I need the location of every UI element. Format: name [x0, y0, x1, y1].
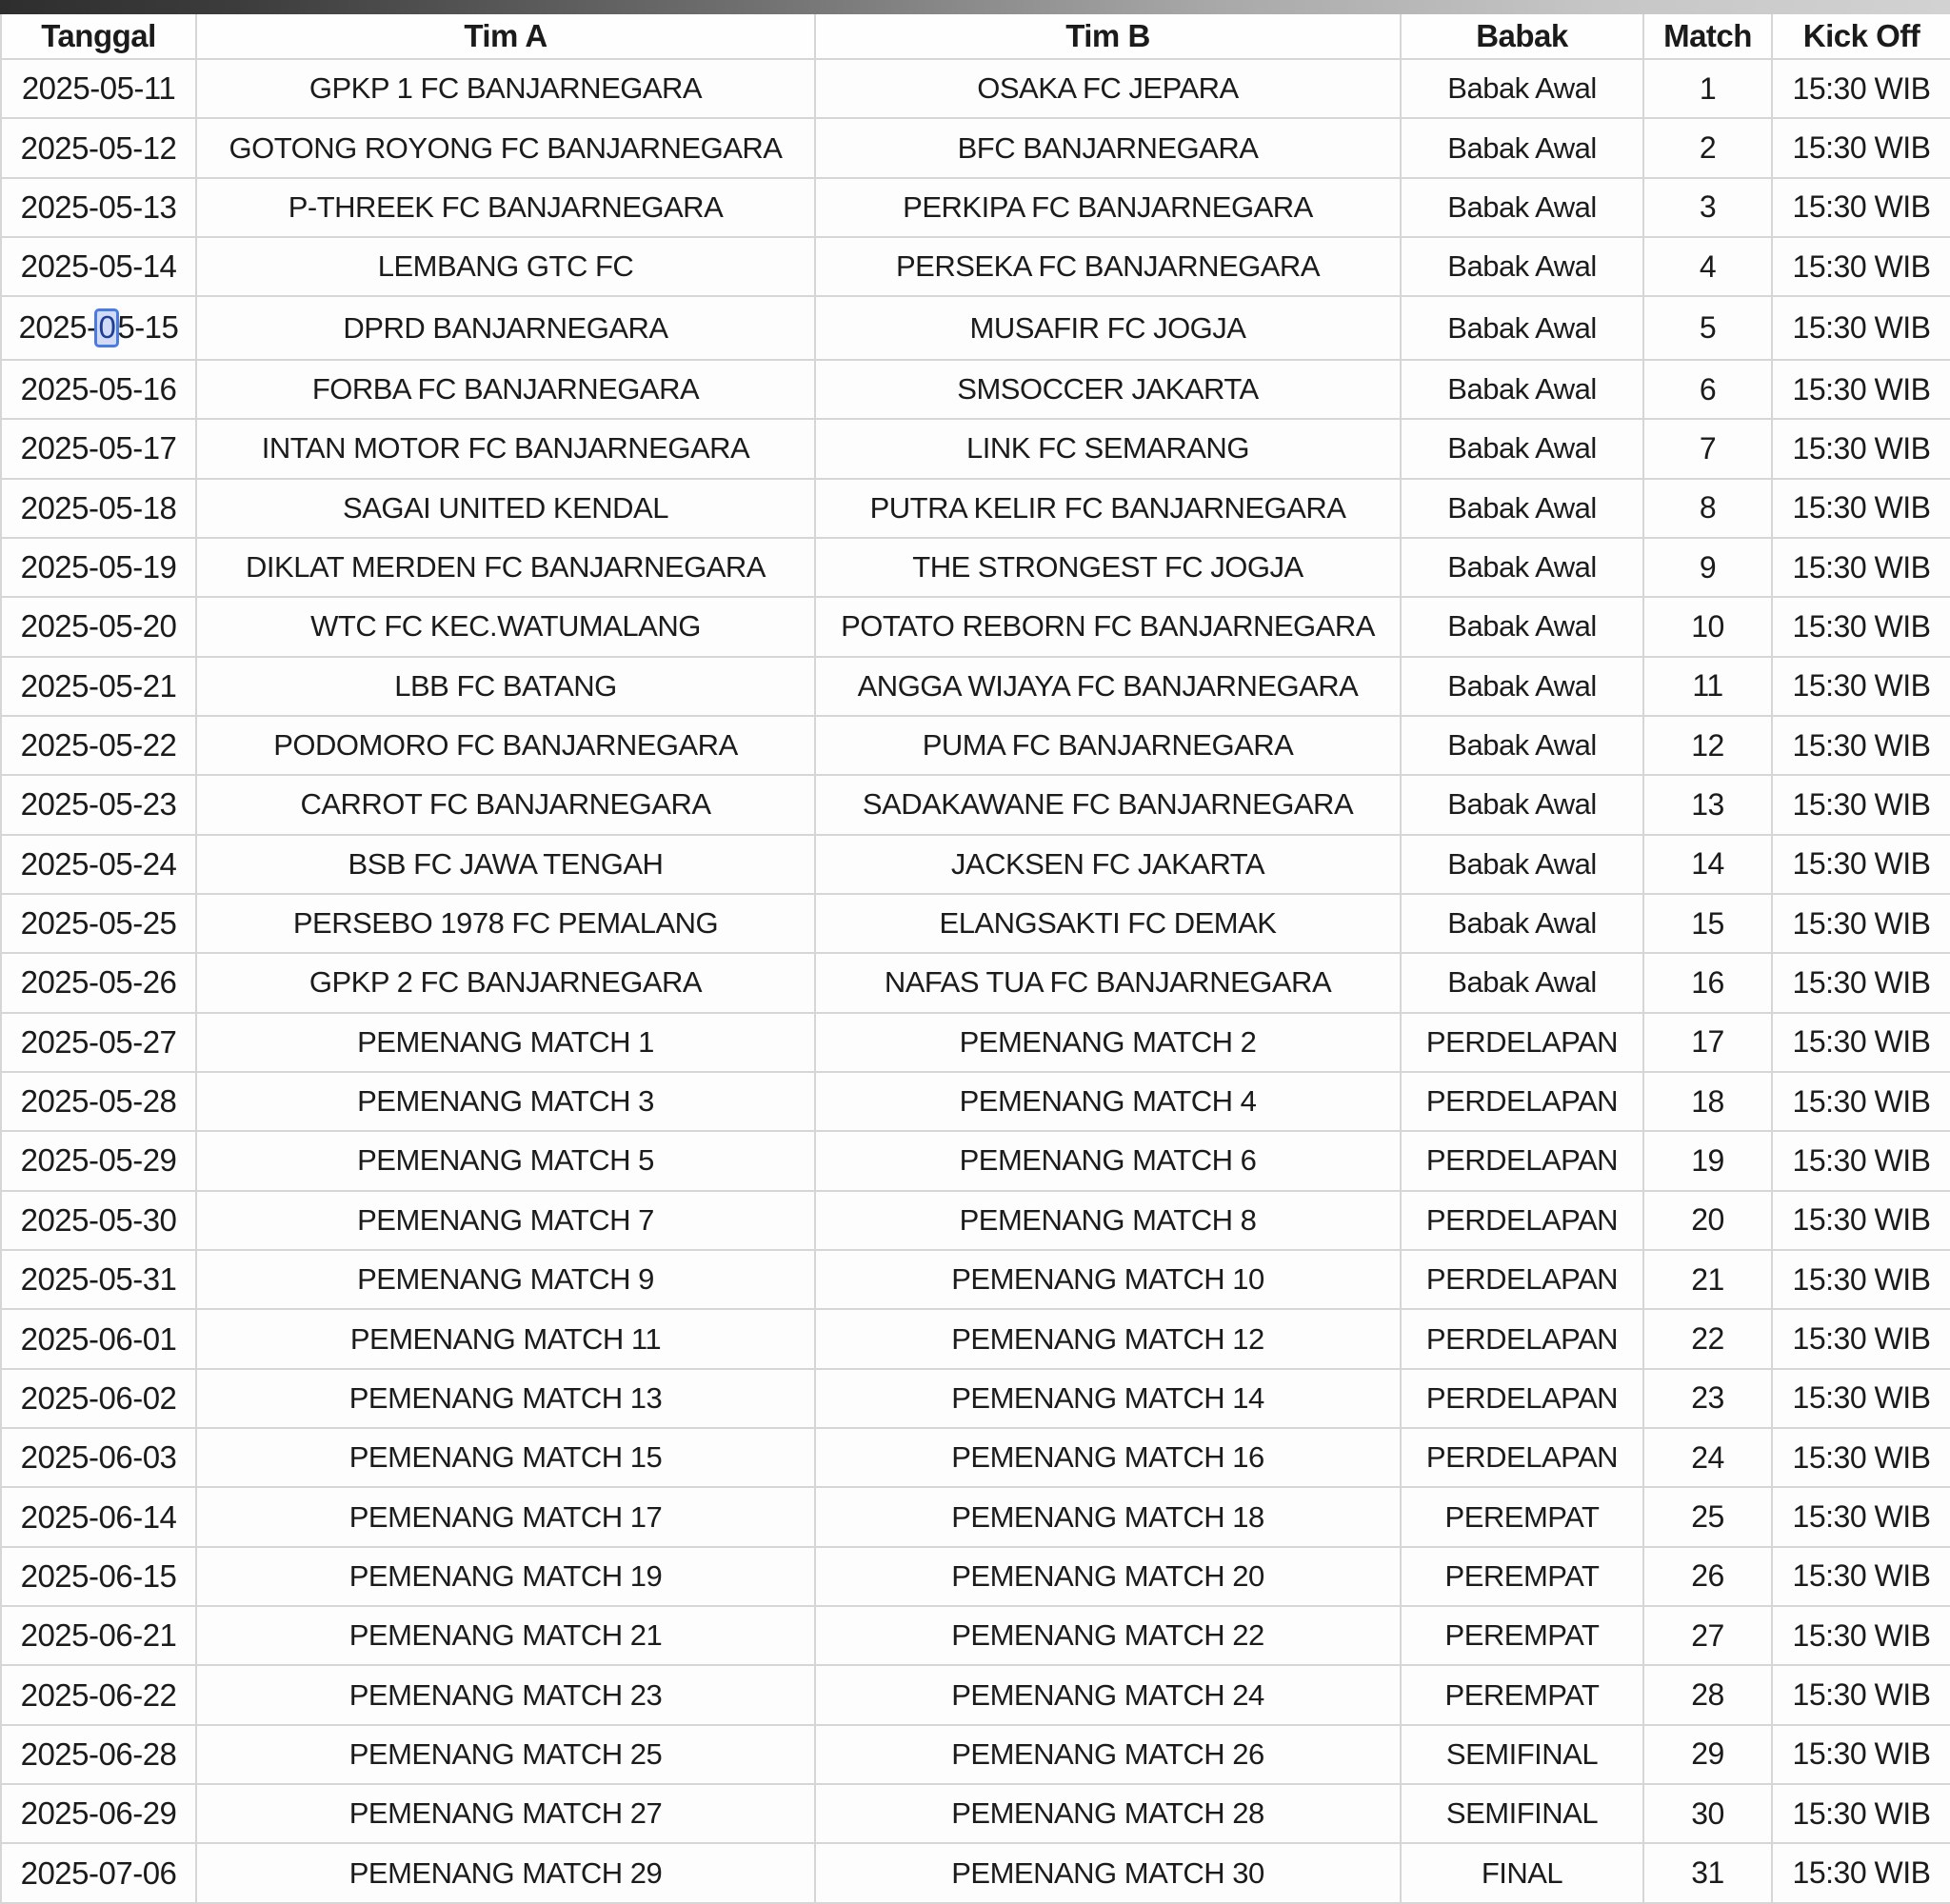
cell-match[interactable]: 28: [1643, 1665, 1772, 1724]
cell-tanggal[interactable]: 2025-05-21: [1, 657, 196, 716]
table-row: [1, 775, 1950, 834]
cell-kick-off[interactable]: 15:30 WIB: [1772, 657, 1950, 716]
cell-tim-b[interactable]: PEMENANG MATCH 30: [815, 1843, 1401, 1903]
cell-tim-b[interactable]: PERKIPA FC BANJARNEGARA: [815, 178, 1401, 237]
cell-kick-off[interactable]: 15:30 WIB: [1772, 835, 1950, 894]
cell-tim-a[interactable]: GPKP 2 FC BANJARNEGARA: [196, 953, 815, 1012]
cell-tanggal[interactable]: 2025-05-19: [1, 538, 196, 597]
cell-babak[interactable]: PERDELAPAN: [1401, 1013, 1643, 1072]
table-row: [1, 1072, 1950, 1131]
cell-babak[interactable]: PERDELAPAN: [1401, 1072, 1643, 1131]
match-schedule-table: [0, 12, 1950, 1904]
cell-match[interactable]: 8: [1643, 479, 1772, 538]
table-row: [1, 1784, 1950, 1843]
table-row: [1, 237, 1950, 296]
cell-match[interactable]: 12: [1643, 716, 1772, 775]
cell-tim-b[interactable]: SADAKAWANE FC BANJARNEGARA: [815, 775, 1401, 834]
cell-kick-off[interactable]: 15:30 WIB: [1772, 237, 1950, 296]
cell-kick-off[interactable]: 15:30 WIB: [1772, 1309, 1950, 1368]
cell-babak[interactable]: PEREMPAT: [1401, 1547, 1643, 1606]
cell-tanggal[interactable]: 2025-06-01: [1, 1309, 196, 1368]
cell-tim-a[interactable]: CARROT FC BANJARNEGARA: [196, 775, 815, 834]
table-row: [1, 1369, 1950, 1428]
cell-kick-off[interactable]: 15:30 WIB: [1772, 597, 1950, 656]
cell-tim-a[interactable]: PEMENANG MATCH 9: [196, 1250, 815, 1309]
table-row: [1, 1665, 1950, 1724]
cell-tim-a[interactable]: LEMBANG GTC FC: [196, 237, 815, 296]
table-row: [1, 894, 1950, 953]
cell-tim-b[interactable]: PEMENANG MATCH 8: [815, 1191, 1401, 1250]
cell-babak[interactable]: PEREMPAT: [1401, 1606, 1643, 1665]
cell-tim-b[interactable]: PEMENANG MATCH 20: [815, 1547, 1401, 1606]
cell-kick-off[interactable]: 15:30 WIB: [1772, 1250, 1950, 1309]
cell-tim-b[interactable]: PEMENANG MATCH 26: [815, 1725, 1401, 1784]
table-row: [1, 1191, 1950, 1250]
cell-babak[interactable]: PEREMPAT: [1401, 1487, 1643, 1546]
cell-tanggal[interactable]: 2025-06-15: [1, 1547, 196, 1606]
column-header-tanggal[interactable]: Tanggal: [1, 13, 196, 59]
cell-tim-a[interactable]: PODOMORO FC BANJARNEGARA: [196, 716, 815, 775]
cell-tanggal[interactable]: 2025-05-24: [1, 835, 196, 894]
table-row: [1, 1843, 1950, 1903]
cell-tim-b[interactable]: POTATO REBORN FC BANJARNEGARA: [815, 597, 1401, 656]
cell-kick-off[interactable]: 15:30 WIB: [1772, 775, 1950, 834]
cell-babak[interactable]: PERDELAPAN: [1401, 1428, 1643, 1487]
cell-babak[interactable]: PERDELAPAN: [1401, 1369, 1643, 1428]
cell-tim-b[interactable]: JACKSEN FC JAKARTA: [815, 835, 1401, 894]
cell-tanggal[interactable]: 2025-05-15: [1, 296, 196, 359]
cell-babak[interactable]: SEMIFINAL: [1401, 1725, 1643, 1784]
cell-tanggal[interactable]: 2025-06-14: [1, 1487, 196, 1546]
cell-tanggal[interactable]: 2025-05-27: [1, 1013, 196, 1072]
cell-tanggal[interactable]: 2025-06-29: [1, 1784, 196, 1843]
cell-tim-a[interactable]: FORBA FC BANJARNEGARA: [196, 360, 815, 419]
cell-babak[interactable]: PEREMPAT: [1401, 1665, 1643, 1724]
cell-tanggal[interactable]: 2025-07-06: [1, 1843, 196, 1903]
cell-babak[interactable]: Babak Awal: [1401, 597, 1643, 656]
cell-kick-off[interactable]: 15:30 WIB: [1772, 1725, 1950, 1784]
cell-babak[interactable]: PERDELAPAN: [1401, 1250, 1643, 1309]
cell-tanggal[interactable]: 2025-05-18: [1, 479, 196, 538]
cell-kick-off[interactable]: 15:30 WIB: [1772, 1487, 1950, 1546]
cell-match[interactable]: 4: [1643, 237, 1772, 296]
cell-tim-b[interactable]: PEMENANG MATCH 10: [815, 1250, 1401, 1309]
cell-tanggal[interactable]: 2025-05-28: [1, 1072, 196, 1131]
column-header-babak[interactable]: Babak: [1401, 13, 1643, 59]
cell-tim-a[interactable]: PEMENANG MATCH 17: [196, 1487, 815, 1546]
cell-tim-a[interactable]: LBB FC BATANG: [196, 657, 815, 716]
column-header-match[interactable]: Match: [1643, 13, 1772, 59]
cell-match[interactable]: 2: [1643, 118, 1772, 177]
cell-match[interactable]: 18: [1643, 1072, 1772, 1131]
cell-tim-b[interactable]: MUSAFIR FC JOGJA: [815, 296, 1401, 359]
cell-babak[interactable]: Babak Awal: [1401, 296, 1643, 359]
cell-tanggal[interactable]: 2025-06-03: [1, 1428, 196, 1487]
cell-match[interactable]: 24: [1643, 1428, 1772, 1487]
cell-kick-off[interactable]: 15:30 WIB: [1772, 118, 1950, 177]
cell-tim-a[interactable]: SAGAI UNITED KENDAL: [196, 479, 815, 538]
cell-kick-off[interactable]: 15:30 WIB: [1772, 1072, 1950, 1131]
cell-babak[interactable]: Babak Awal: [1401, 716, 1643, 775]
column-header-tim-a[interactable]: Tim A: [196, 13, 815, 59]
cell-kick-off[interactable]: 15:30 WIB: [1772, 538, 1950, 597]
cell-tim-a[interactable]: PEMENANG MATCH 27: [196, 1784, 815, 1843]
cell-tanggal[interactable]: 2025-05-25: [1, 894, 196, 953]
cell-tim-b[interactable]: ELANGSAKTI FC DEMAK: [815, 894, 1401, 953]
cell-babak[interactable]: Babak Awal: [1401, 360, 1643, 419]
cell-babak[interactable]: Babak Awal: [1401, 419, 1643, 478]
cell-babak[interactable]: FINAL: [1401, 1843, 1643, 1903]
table-row: [1, 1606, 1950, 1665]
cell-match[interactable]: 11: [1643, 657, 1772, 716]
cell-tim-a[interactable]: PEMENANG MATCH 25: [196, 1725, 815, 1784]
cell-babak[interactable]: Babak Awal: [1401, 775, 1643, 834]
cell-match[interactable]: 14: [1643, 835, 1772, 894]
cell-kick-off[interactable]: 15:30 WIB: [1772, 1131, 1950, 1190]
table-row: [1, 1309, 1950, 1368]
cell-tim-a[interactable]: PEMENANG MATCH 7: [196, 1191, 815, 1250]
cell-tim-a[interactable]: BSB FC JAWA TENGAH: [196, 835, 815, 894]
table-row: [1, 1250, 1950, 1309]
cell-match[interactable]: 19: [1643, 1131, 1772, 1190]
cell-match[interactable]: 1: [1643, 59, 1772, 118]
table-row: [1, 118, 1950, 177]
cell-tim-a[interactable]: PEMENANG MATCH 5: [196, 1131, 815, 1190]
cell-match[interactable]: 22: [1643, 1309, 1772, 1368]
header-row: [1, 13, 1950, 59]
cell-match[interactable]: 15: [1643, 894, 1772, 953]
cell-babak[interactable]: Babak Awal: [1401, 538, 1643, 597]
cell-match[interactable]: 6: [1643, 360, 1772, 419]
cell-tanggal[interactable]: 2025-06-28: [1, 1725, 196, 1784]
table-row: [1, 1013, 1950, 1072]
cell-match[interactable]: 9: [1643, 538, 1772, 597]
cell-tim-b[interactable]: PEMENANG MATCH 6: [815, 1131, 1401, 1190]
cell-kick-off[interactable]: 15:30 WIB: [1772, 178, 1950, 237]
table-row: [1, 1131, 1950, 1190]
cell-tim-b[interactable]: PEMENANG MATCH 22: [815, 1606, 1401, 1665]
cell-tim-a[interactable]: DIKLAT MERDEN FC BANJARNEGARA: [196, 538, 815, 597]
cell-tim-b[interactable]: THE STRONGEST FC JOGJA: [815, 538, 1401, 597]
cell-tanggal[interactable]: 2025-05-17: [1, 419, 196, 478]
cell-babak[interactable]: Babak Awal: [1401, 479, 1643, 538]
table-row: [1, 296, 1950, 359]
cell-tanggal[interactable]: 2025-06-22: [1, 1665, 196, 1724]
cell-kick-off[interactable]: 15:30 WIB: [1772, 1428, 1950, 1487]
cell-babak[interactable]: PERDELAPAN: [1401, 1131, 1643, 1190]
cell-kick-off[interactable]: 15:30 WIB: [1772, 894, 1950, 953]
cell-match[interactable]: 13: [1643, 775, 1772, 834]
cell-match[interactable]: 30: [1643, 1784, 1772, 1843]
cell-tanggal[interactable]: 2025-05-12: [1, 118, 196, 177]
cell-tim-a[interactable]: PEMENANG MATCH 11: [196, 1309, 815, 1368]
cell-tanggal[interactable]: 2025-05-13: [1, 178, 196, 237]
cell-tim-b[interactable]: SMSOCCER JAKARTA: [815, 360, 1401, 419]
cell-tanggal[interactable]: 2025-05-11: [1, 59, 196, 118]
cell-tim-b[interactable]: OSAKA FC JEPARA: [815, 59, 1401, 118]
cell-tanggal[interactable]: 2025-05-14: [1, 237, 196, 296]
cell-kick-off[interactable]: 15:30 WIB: [1772, 953, 1950, 1012]
cell-kick-off[interactable]: 15:30 WIB: [1772, 360, 1950, 419]
cell-tim-b[interactable]: ANGGA WIJAYA FC BANJARNEGARA: [815, 657, 1401, 716]
table-row: [1, 953, 1950, 1012]
cell-babak[interactable]: Babak Awal: [1401, 835, 1643, 894]
column-header-kick-off[interactable]: Kick Off: [1772, 13, 1950, 59]
cell-babak[interactable]: Babak Awal: [1401, 178, 1643, 237]
cell-match[interactable]: 26: [1643, 1547, 1772, 1606]
cell-kick-off[interactable]: 15:30 WIB: [1772, 419, 1950, 478]
cell-tim-a[interactable]: GOTONG ROYONG FC BANJARNEGARA: [196, 118, 815, 177]
cell-tim-b[interactable]: PEMENANG MATCH 18: [815, 1487, 1401, 1546]
cell-tanggal[interactable]: 2025-05-30: [1, 1191, 196, 1250]
table-row: [1, 716, 1950, 775]
cell-tim-b[interactable]: PEMENANG MATCH 28: [815, 1784, 1401, 1843]
table-row: [1, 360, 1950, 419]
cell-babak[interactable]: SEMIFINAL: [1401, 1784, 1643, 1843]
cell-kick-off[interactable]: 15:30 WIB: [1772, 1606, 1950, 1665]
cell-match[interactable]: 31: [1643, 1843, 1772, 1903]
cell-match[interactable]: 17: [1643, 1013, 1772, 1072]
cell-kick-off[interactable]: 15:30 WIB: [1772, 1843, 1950, 1903]
cell-match[interactable]: 5: [1643, 296, 1772, 359]
cell-tanggal[interactable]: 2025-05-26: [1, 953, 196, 1012]
table-row: [1, 419, 1950, 478]
cell-tim-b[interactable]: PERSEKA FC BANJARNEGARA: [815, 237, 1401, 296]
cell-tanggal[interactable]: 2025-05-20: [1, 597, 196, 656]
cell-kick-off[interactable]: 15:30 WIB: [1772, 1665, 1950, 1724]
cell-kick-off[interactable]: 15:30 WIB: [1772, 1191, 1950, 1250]
cell-babak[interactable]: Babak Awal: [1401, 59, 1643, 118]
cell-kick-off[interactable]: 15:30 WIB: [1772, 479, 1950, 538]
cell-babak[interactable]: Babak Awal: [1401, 894, 1643, 953]
cell-match[interactable]: 25: [1643, 1487, 1772, 1546]
table-row: [1, 835, 1950, 894]
cell-match[interactable]: 16: [1643, 953, 1772, 1012]
cell-tim-a[interactable]: PEMENANG MATCH 1: [196, 1013, 815, 1072]
cell-match[interactable]: 23: [1643, 1369, 1772, 1428]
cell-tanggal[interactable]: 2025-05-29: [1, 1131, 196, 1190]
cell-kick-off[interactable]: 15:30 WIB: [1772, 716, 1950, 775]
cell-tim-b[interactable]: PEMENANG MATCH 16: [815, 1428, 1401, 1487]
table-row: [1, 1428, 1950, 1487]
cell-kick-off[interactable]: 15:30 WIB: [1772, 1784, 1950, 1843]
cell-tim-b[interactable]: NAFAS TUA FC BANJARNEGARA: [815, 953, 1401, 1012]
cell-tanggal[interactable]: 2025-05-23: [1, 775, 196, 834]
cell-babak[interactable]: PERDELAPAN: [1401, 1309, 1643, 1368]
cell-match[interactable]: 7: [1643, 419, 1772, 478]
cell-tim-a[interactable]: WTC FC KEC.WATUMALANG: [196, 597, 815, 656]
cell-babak[interactable]: Babak Awal: [1401, 657, 1643, 716]
cell-tim-b[interactable]: PEMENANG MATCH 2: [815, 1013, 1401, 1072]
cell-tim-a[interactable]: PEMENANG MATCH 15: [196, 1428, 815, 1487]
cell-match[interactable]: 10: [1643, 597, 1772, 656]
table-row: [1, 1547, 1950, 1606]
cell-tim-a[interactable]: PEMENANG MATCH 3: [196, 1072, 815, 1131]
cell-tim-b[interactable]: PEMENANG MATCH 12: [815, 1309, 1401, 1368]
text-cursor-selection: 0: [94, 308, 119, 347]
cell-babak[interactable]: Babak Awal: [1401, 118, 1643, 177]
cell-tim-a[interactable]: INTAN MOTOR FC BANJARNEGARA: [196, 419, 815, 478]
cell-tim-a[interactable]: P-THREEK FC BANJARNEGARA: [196, 178, 815, 237]
cell-tanggal[interactable]: 2025-06-02: [1, 1369, 196, 1428]
cell-match[interactable]: 27: [1643, 1606, 1772, 1665]
cell-kick-off[interactable]: 15:30 WIB: [1772, 296, 1950, 359]
cell-kick-off[interactable]: 15:30 WIB: [1772, 1369, 1950, 1428]
cell-tim-b[interactable]: PEMENANG MATCH 4: [815, 1072, 1401, 1131]
cell-tim-a[interactable]: PEMENANG MATCH 21: [196, 1606, 815, 1665]
cell-tim-b[interactable]: LINK FC SEMARANG: [815, 419, 1401, 478]
cell-babak[interactable]: Babak Awal: [1401, 237, 1643, 296]
table-row: [1, 538, 1950, 597]
cell-kick-off[interactable]: 15:30 WIB: [1772, 59, 1950, 118]
cell-babak[interactable]: Babak Awal: [1401, 953, 1643, 1012]
cell-tim-a[interactable]: PERSEBO 1978 FC PEMALANG: [196, 894, 815, 953]
cell-tim-a[interactable]: PEMENANG MATCH 23: [196, 1665, 815, 1724]
cell-babak[interactable]: PERDELAPAN: [1401, 1191, 1643, 1250]
window-top-edge: [0, 0, 1950, 14]
table-row: [1, 59, 1950, 118]
cell-tim-b[interactable]: PUMA FC BANJARNEGARA: [815, 716, 1401, 775]
cell-match[interactable]: 20: [1643, 1191, 1772, 1250]
cell-tim-b[interactable]: BFC BANJARNEGARA: [815, 118, 1401, 177]
table-row: [1, 1487, 1950, 1546]
cell-tim-a[interactable]: GPKP 1 FC BANJARNEGARA: [196, 59, 815, 118]
cell-kick-off[interactable]: 15:30 WIB: [1772, 1547, 1950, 1606]
table-row: [1, 178, 1950, 237]
cell-tim-a[interactable]: PEMENANG MATCH 13: [196, 1369, 815, 1428]
cell-tanggal[interactable]: 2025-05-16: [1, 360, 196, 419]
table-row: [1, 1725, 1950, 1784]
table-row: [1, 479, 1950, 538]
table-row: [1, 597, 1950, 656]
cell-tim-b[interactable]: PEMENANG MATCH 24: [815, 1665, 1401, 1724]
cell-tanggal[interactable]: 2025-06-21: [1, 1606, 196, 1665]
cell-tim-b[interactable]: PUTRA KELIR FC BANJARNEGARA: [815, 479, 1401, 538]
cell-tanggal[interactable]: 2025-05-31: [1, 1250, 196, 1309]
table-row: [1, 657, 1950, 716]
cell-match[interactable]: 29: [1643, 1725, 1772, 1784]
column-header-tim-b[interactable]: Tim B: [815, 13, 1401, 59]
cell-match[interactable]: 3: [1643, 178, 1772, 237]
cell-tim-a[interactable]: DPRD BANJARNEGARA: [196, 296, 815, 359]
cell-tanggal[interactable]: 2025-05-22: [1, 716, 196, 775]
cell-kick-off[interactable]: 15:30 WIB: [1772, 1013, 1950, 1072]
cell-match[interactable]: 21: [1643, 1250, 1772, 1309]
cell-tim-b[interactable]: PEMENANG MATCH 14: [815, 1369, 1401, 1428]
cell-tim-a[interactable]: PEMENANG MATCH 29: [196, 1843, 815, 1903]
cell-tim-a[interactable]: PEMENANG MATCH 19: [196, 1547, 815, 1606]
